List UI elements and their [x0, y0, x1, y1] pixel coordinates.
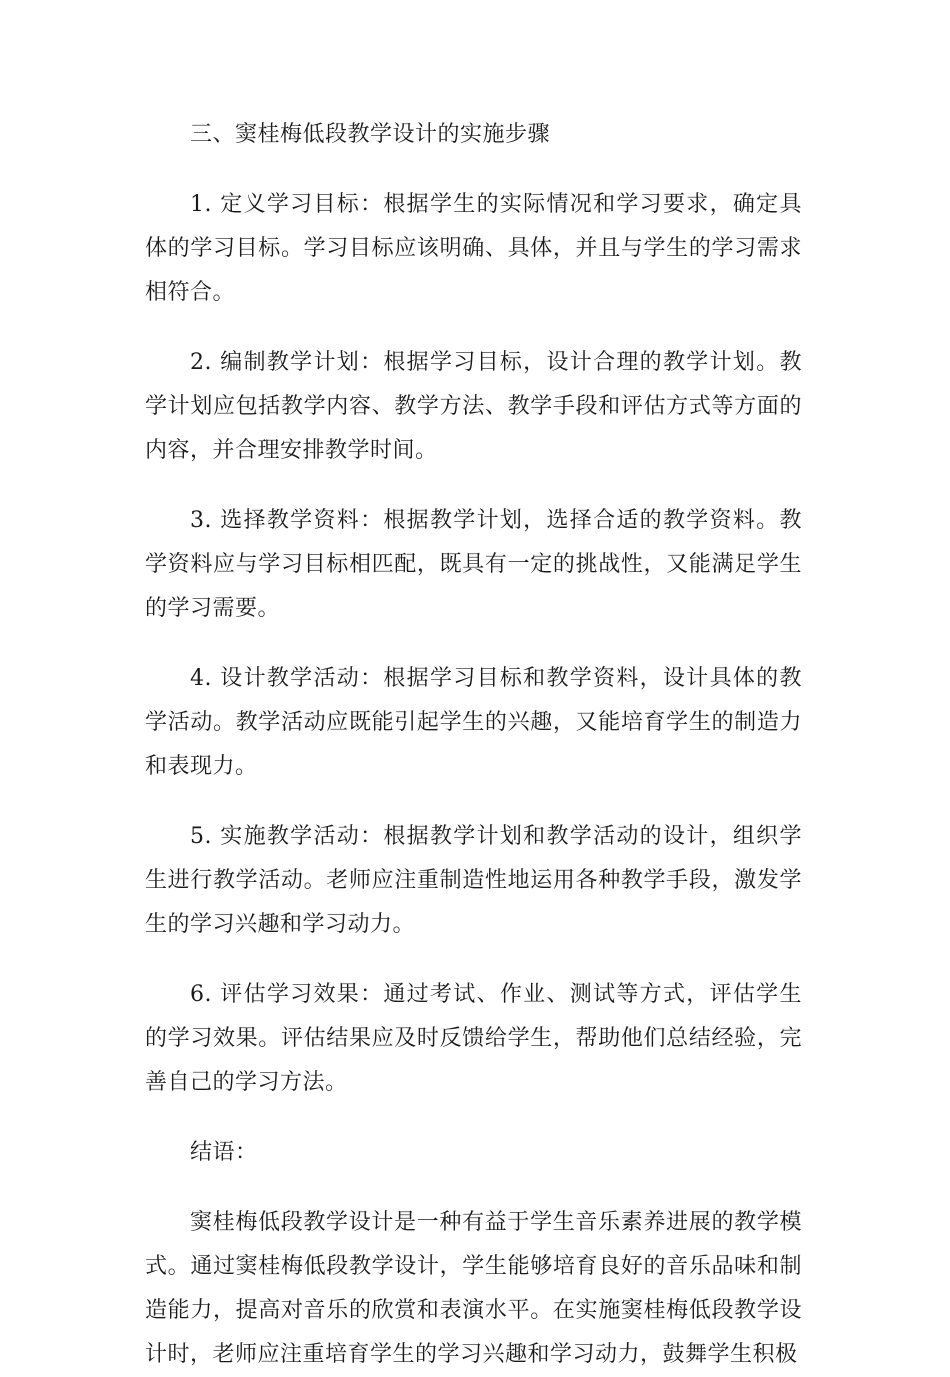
step-3-paragraph: 3. 选择教学资料：根据教学计划，选择合适的教学资料。教学资料应与学习目标相匹配，既具有一定的挑战性，又能满足学生的学习需要。	[145, 508, 802, 621]
step-2-paragraph: 2. 编制教学计划：根据学习目标，设计合理的教学计划。教学计划应包括教学内容、教学方法、教学手段和评估方式等方面的内容，并合理安排教学时间。	[145, 350, 802, 463]
step-6-paragraph: 6. 评估学习效果：通过考试、作业、测试等方式，评估学生的学习效果。评估结果应及时反馈给学生，帮助他们总结经验，完善自己的学习方法。	[145, 982, 802, 1095]
step-5-paragraph: 5. 实施教学活动：根据教学计划和教学活动的设计，组织学生进行教学活动。老师应注重制造性地运用各种教学手段，激发学生的学习兴趣和学习动力。	[145, 824, 802, 937]
section-heading: 三、窦桂梅低段教学设计的实施步骤	[190, 122, 551, 147]
step-4-paragraph: 4. 设计教学活动：根据学习目标和教学资料，设计具体的教学活动。教学活动应既能引起学生的兴趣，又能培育学生的制造力和表现力。	[145, 666, 802, 779]
step-1-paragraph: 1. 定义学习目标：根据学生的实际情况和学习要求，确定具体的学习目标。学习目标应该明确、具体，并且与学生的学习需求相符合。	[145, 192, 802, 305]
conclusion-heading: 结语：	[190, 1140, 258, 1165]
conclusion-paragraph: 窦桂梅低段教学设计是一种有益于学生音乐素养进展的教学模式。通过窦桂梅低段教学设计，学生能够培育良好的音乐品味和制造能力，提高对音乐的欣赏和表演水平。在实施窦桂梅低段教学设计时，老师应注重培育学生的学习兴趣和学习动力，鼓舞学生积极	[145, 1210, 802, 1367]
